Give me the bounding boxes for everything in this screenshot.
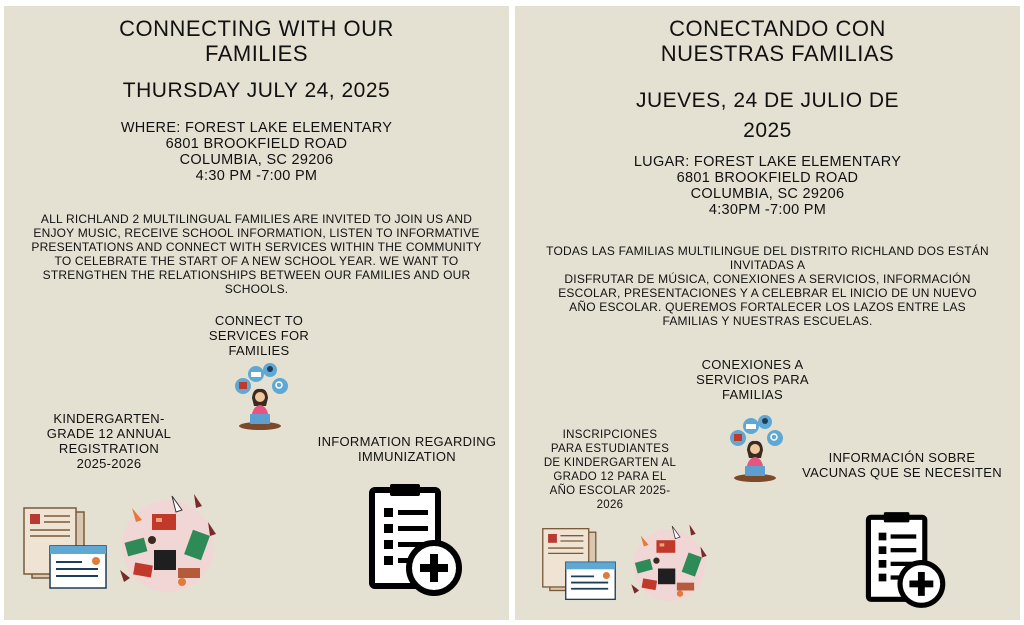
spanish-location: LUGAR: FOREST LAKE ELEMENTARY	[633, 154, 902, 170]
english-time: 4:30 PM -7:00 PM	[195, 168, 318, 184]
spanish-address: 6801 BROOKFIELD ROAD	[676, 170, 859, 186]
spanish-services-label: CONEXIONES A SERVICIOS PARA FAMILIAS	[696, 357, 809, 402]
english-immunization-label: INFORMATION REGARDING IMMUNIZATION	[317, 434, 497, 464]
english-event-date: THURSDAY JULY 24, 2025	[122, 79, 391, 102]
spanish-immunization-label: INFORMACIÓN SOBRE VACUNAS QUE SE NECESITEN	[802, 450, 1002, 480]
spanish-event-date: JUEVES, 24 DE JULIO DE 2025	[635, 89, 900, 142]
english-address: 6801 BROOKFIELD ROAD	[165, 136, 348, 152]
spanish-registration-label: INSCRIPCIONES PARA ESTUDIANTES DE KINDERGARTEN AL GRADO 12 PARA EL AÑO ESCOLAR 2025- 2026	[543, 429, 677, 511]
paper-forms-icon	[22, 506, 108, 590]
paper-forms-icon	[541, 526, 617, 602]
english-flyer-panel	[4, 6, 509, 620]
english-title: CONNECTING WITH OUR FAMILIES	[119, 16, 394, 66]
english-services-label: CONNECT TO SERVICES FOR FAMILIES	[208, 313, 310, 358]
person-laptop-icon	[725, 416, 795, 486]
students-hands-icon	[625, 522, 713, 604]
english-description: ALL RICHLAND 2 MULTILINGUAL FAMILIES ARE INVITED TO JOIN US AND ENJOY MUSIC, RECEIVE SCHOOL INFORMATION, LISTEN TO INFORMATIVE PRESENTATIONS AND CONNECT WITH SERVICES WITHIN THE COMMUNITY TO CELEBRATE THE START OF A NEW SCHOOL YEAR. WE WANT TO STRENGTHEN THE RELATIONSHIPS BETWEEN OUR FAMILIES AND OUR SCHOOLS.	[31, 212, 482, 296]
spanish-city: COLUMBIA, SC 29206	[690, 186, 845, 202]
person-laptop-icon	[230, 364, 300, 434]
english-location: WHERE: FOREST LAKE ELEMENTARY	[120, 120, 393, 136]
students-hands-icon	[112, 492, 224, 594]
spanish-title: CONECTANDO CON NUESTRAS FAMILIAS	[660, 16, 895, 66]
clipboard-plus-icon	[368, 482, 464, 598]
spanish-flyer-panel	[515, 6, 1020, 620]
clipboard-plus-icon	[865, 510, 947, 610]
english-registration-label: KINDERGARTEN- GRADE 12 ANNUAL REGISTRATION 2025-2026	[46, 411, 172, 471]
english-city: COLUMBIA, SC 29206	[179, 152, 334, 168]
spanish-time: 4:30PM -7:00 PM	[708, 202, 827, 218]
spanish-description: TODAS LAS FAMILIAS MULTILINGUE DEL DISTRITO RICHLAND DOS ESTÁN INVITADAS A DISFRUTAR DE MÚSICA, CONEXIONES A SERVICIOS, INFORMACIÓN ESCOLAR, PRESENTACIONES Y A CELEBRAR EL INICIO DE UN NUEVO AÑO ESCOLAR. QUEREMOS FORTALECER LOS LAZOS ENTRE LAS FAMILIAS Y NUESTRAS ESCUELAS.	[546, 244, 989, 328]
